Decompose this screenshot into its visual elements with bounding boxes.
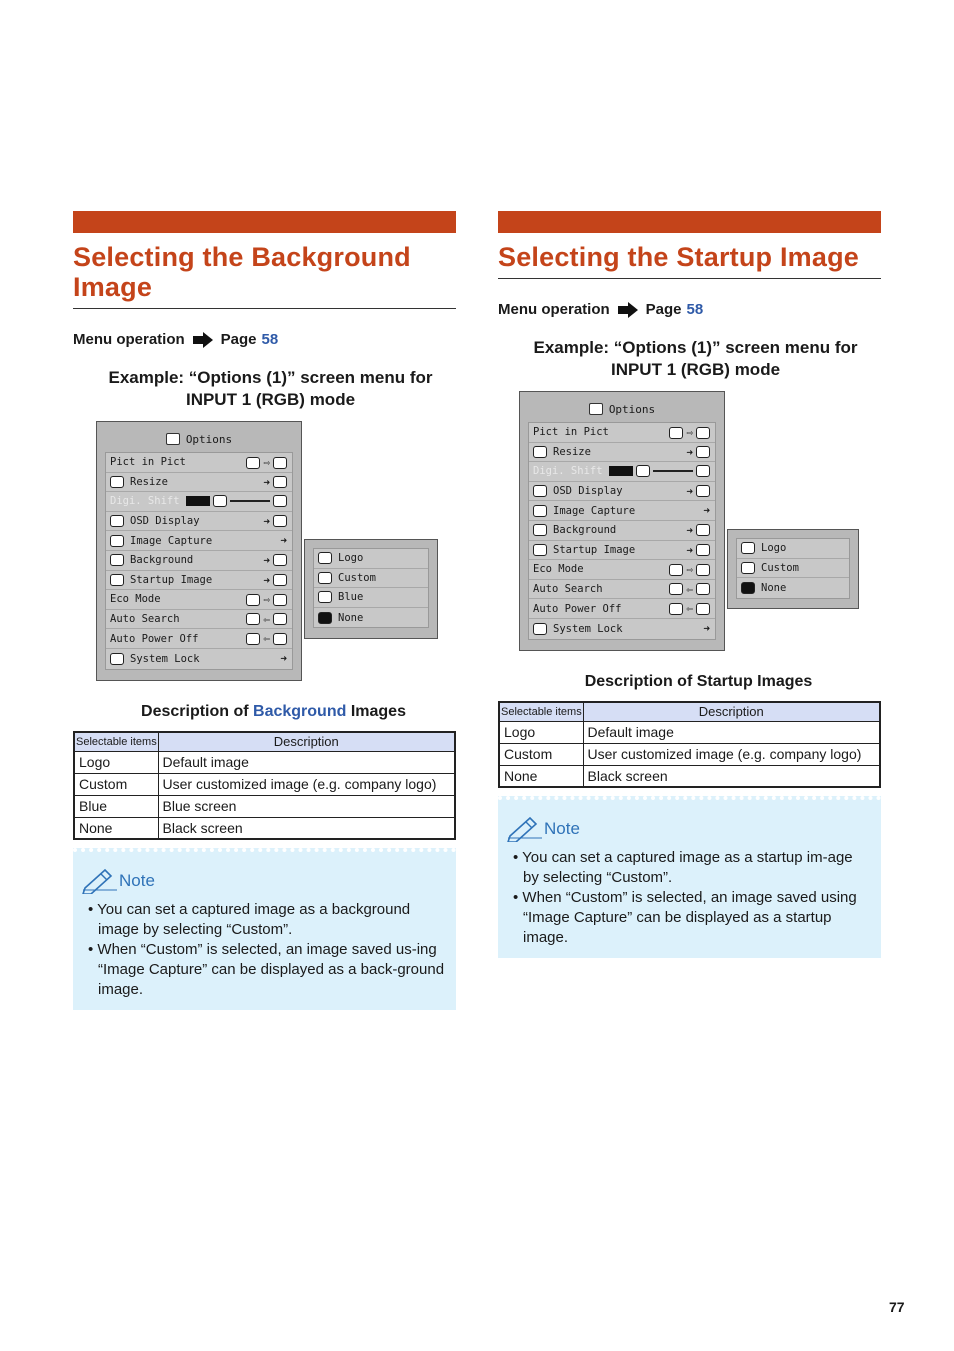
osd-item: Background ➜ bbox=[529, 521, 715, 541]
startup-image-icon bbox=[110, 574, 124, 586]
osd-item: Digi. Shift bbox=[106, 492, 292, 512]
page-number: 77 bbox=[889, 1299, 905, 1315]
osd-item: Eco Mode ⇨ bbox=[529, 560, 715, 580]
menu-operation-reference bbox=[73, 331, 456, 348]
table-row: None Black screen bbox=[74, 817, 455, 839]
system-lock-icon bbox=[533, 623, 547, 635]
osd-illustration bbox=[498, 391, 881, 653]
table-header: Selectable items bbox=[74, 732, 158, 751]
table-header: Description bbox=[583, 702, 880, 721]
menu-operation-label: Menu operation bbox=[498, 301, 610, 318]
submenu-item: Custom bbox=[737, 559, 849, 579]
table-caption: Description of Background Images bbox=[141, 703, 406, 720]
osd-header: Options bbox=[105, 426, 293, 452]
section-header-bar bbox=[498, 211, 881, 233]
image-capture-icon bbox=[533, 505, 547, 517]
osd-item: Image Capture ➜ bbox=[529, 501, 715, 521]
osd-item-list bbox=[528, 422, 716, 640]
osd-item: Startup Image ➜ bbox=[106, 571, 292, 591]
startup-submenu bbox=[727, 529, 859, 609]
menu-operation-reference bbox=[498, 301, 881, 318]
section-title: Selecting the Background Image bbox=[73, 242, 456, 309]
osd-display-icon bbox=[533, 485, 547, 497]
osd-item: Eco Mode ⇨ bbox=[106, 590, 292, 610]
osd-header: Options bbox=[528, 396, 716, 422]
osd-item: Image Capture ➜ bbox=[106, 531, 292, 551]
options-icon bbox=[589, 403, 603, 415]
osd-item: OSD Display ➜ bbox=[529, 482, 715, 502]
osd-item: Background ➜ bbox=[106, 551, 292, 571]
note-heading: Note bbox=[506, 816, 871, 842]
osd-item: Pict in Pict ⇨ bbox=[106, 453, 292, 473]
osd-item: Auto Power Off ⇦ bbox=[529, 599, 715, 619]
submenu-item: None bbox=[314, 608, 428, 628]
options-menu-screen bbox=[96, 421, 302, 681]
arrow-right-icon bbox=[618, 302, 638, 318]
table-header: Description bbox=[158, 732, 455, 751]
osd-item-list bbox=[105, 452, 293, 670]
system-lock-icon bbox=[110, 653, 124, 665]
table-row: Blue Blue screen bbox=[74, 795, 455, 817]
background-images-table bbox=[73, 731, 456, 840]
options-icon bbox=[166, 433, 180, 445]
menu-operation-label: Menu operation bbox=[73, 331, 185, 348]
osd-item: OSD Display ➜ bbox=[106, 512, 292, 532]
osd-item: Startup Image ➜ bbox=[529, 541, 715, 561]
startup-image-icon bbox=[533, 544, 547, 556]
options-menu-screen bbox=[519, 391, 725, 651]
note-box bbox=[498, 796, 881, 958]
osd-item: Pict in Pict ⇨ bbox=[529, 423, 715, 443]
page-label: Page bbox=[645, 301, 682, 318]
osd-item: Auto Power Off ⇦ bbox=[106, 629, 292, 649]
table-row: Custom User customized image (e.g. company logo) bbox=[74, 773, 455, 795]
none-icon bbox=[318, 612, 332, 624]
osd-display-icon bbox=[110, 515, 124, 527]
table-caption: Description of Startup Images bbox=[584, 673, 813, 690]
osd-illustration bbox=[73, 421, 456, 683]
resize-icon bbox=[110, 476, 124, 488]
pencil-icon bbox=[81, 868, 117, 894]
osd-item: System Lock ➜ bbox=[106, 649, 292, 669]
note-heading: Note bbox=[81, 868, 446, 894]
table-row: Custom User customized image (e.g. company logo) bbox=[499, 743, 880, 765]
section-header-bar bbox=[73, 211, 456, 233]
submenu-item: None bbox=[737, 578, 849, 598]
arrow-right-icon bbox=[193, 332, 213, 348]
example-caption: Example: “Options (1)” screen menu for INPUT 1 (RGB) mode bbox=[533, 338, 858, 379]
example-caption: Example: “Options (1)” screen menu for INPUT 1 (RGB) mode bbox=[108, 368, 433, 409]
resize-icon bbox=[533, 446, 547, 458]
osd-item: System Lock ➜ bbox=[529, 619, 715, 639]
startup-images-table bbox=[498, 701, 881, 788]
page-link[interactable]: 58 bbox=[686, 301, 704, 318]
logo-icon bbox=[741, 542, 755, 554]
background-submenu bbox=[304, 539, 438, 639]
note-box bbox=[73, 848, 456, 1010]
image-capture-icon bbox=[110, 535, 124, 547]
osd-item: Auto Search ⇦ bbox=[529, 580, 715, 600]
startup-image-section bbox=[498, 211, 881, 958]
logo-icon bbox=[318, 552, 332, 564]
background-image-section bbox=[73, 211, 456, 1010]
note-item: • When “Custom” is selected, an image saved using “Image Capture” can be displayed as a startup image. bbox=[506, 888, 871, 948]
table-row: None Black screen bbox=[499, 765, 880, 787]
table-header: Selectable items bbox=[499, 702, 583, 721]
section-title: Selecting the Startup Image bbox=[498, 242, 881, 279]
pencil-icon bbox=[506, 816, 542, 842]
page-link[interactable]: 58 bbox=[261, 331, 279, 348]
table-row: Logo Default image bbox=[499, 721, 880, 743]
osd-item: Resize ➜ bbox=[106, 473, 292, 493]
background-icon bbox=[533, 524, 547, 536]
note-item: • You can set a captured image as a background image by selecting “Custom”. bbox=[81, 900, 446, 940]
custom-icon bbox=[741, 562, 755, 574]
osd-item: Auto Search ⇦ bbox=[106, 610, 292, 630]
note-item: • You can set a captured image as a startup im-age by selecting “Custom”. bbox=[506, 848, 871, 888]
table-row: Logo Default image bbox=[74, 751, 455, 773]
background-icon bbox=[110, 554, 124, 566]
osd-item: Digi. Shift bbox=[529, 462, 715, 482]
submenu-item: Logo bbox=[737, 539, 849, 559]
none-icon bbox=[741, 582, 755, 594]
submenu-item: Logo bbox=[314, 549, 428, 569]
page-label: Page bbox=[220, 331, 257, 348]
custom-icon bbox=[318, 572, 332, 584]
note-item: • When “Custom” is selected, an image saved us-ing “Image Capture” can be displayed as a back-ground image. bbox=[81, 940, 446, 1000]
submenu-item: Custom bbox=[314, 569, 428, 589]
osd-item: Resize ➜ bbox=[529, 443, 715, 463]
submenu-item: Blue bbox=[314, 588, 428, 608]
blue-icon bbox=[318, 591, 332, 603]
